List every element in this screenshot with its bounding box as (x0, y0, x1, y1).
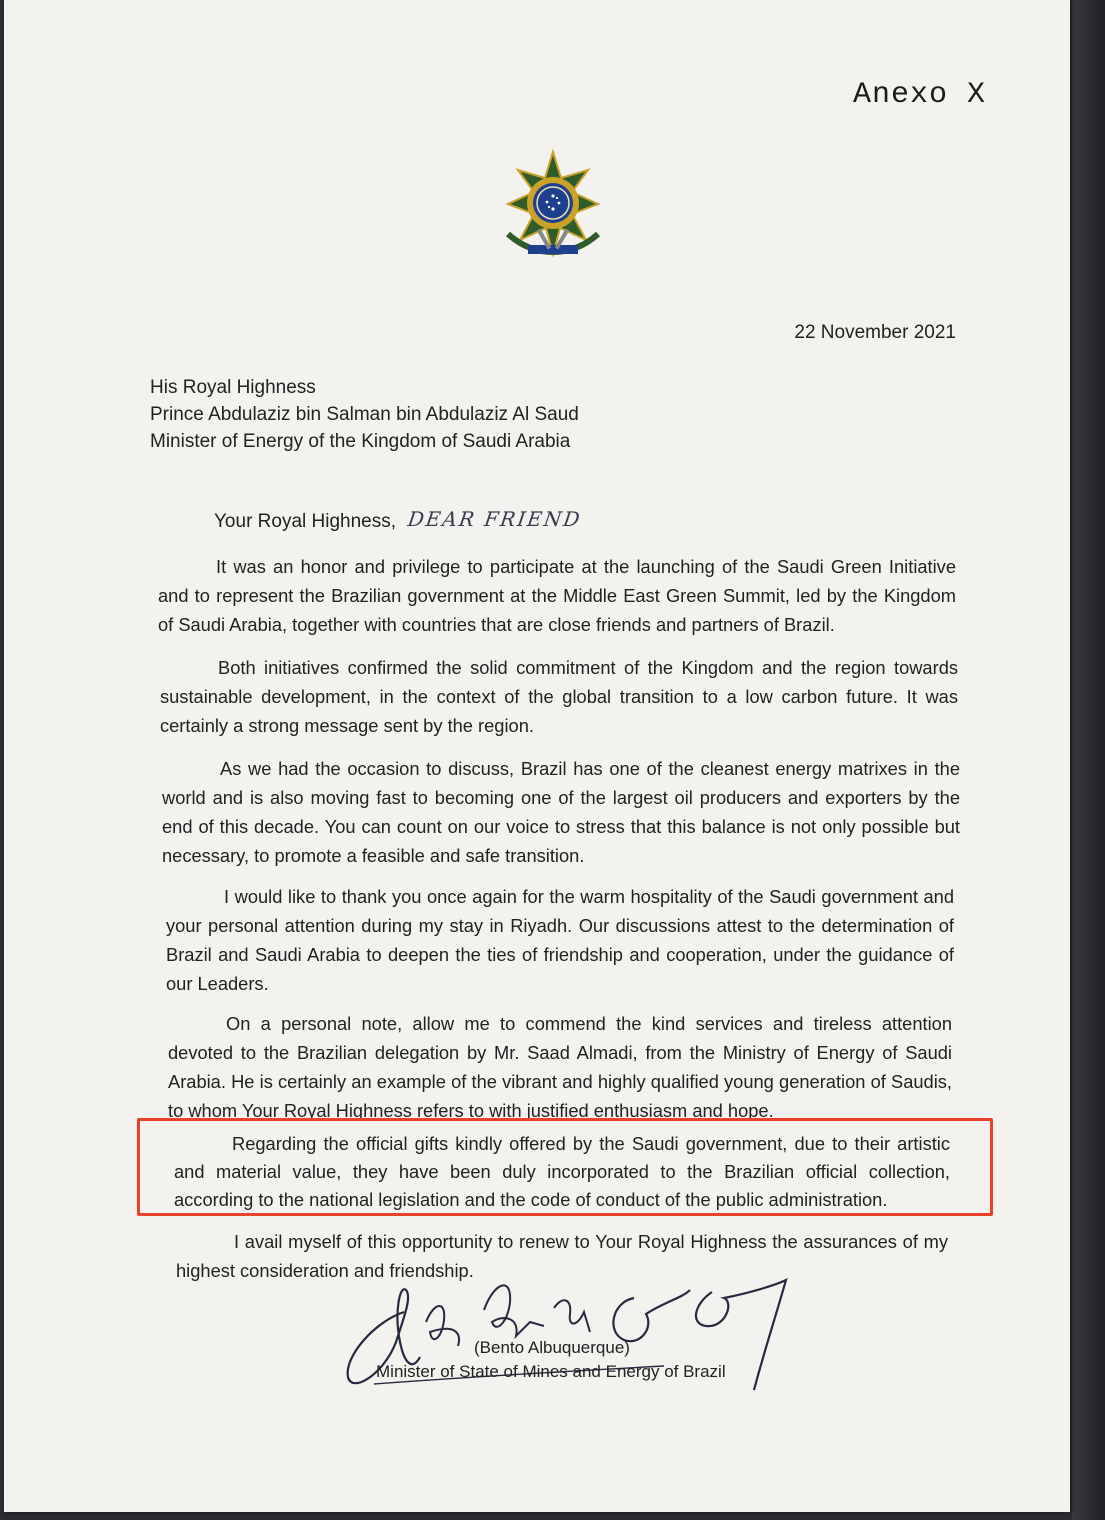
recipient-line: His Royal Highness (150, 377, 316, 398)
signer-title: Minister of State of Mines and Energy of Brazil (376, 1362, 726, 1381)
coat-of-arms-emblem (498, 148, 608, 264)
recipient-line: Prince Abdulaziz bin Salman bin Abdulaziz Al Saud (150, 404, 579, 425)
letter-date: 22 November 2021 (794, 322, 956, 343)
annex-label: Anexo X (852, 78, 986, 112)
salutation: Your Royal Highness, (214, 511, 397, 532)
letter-paragraph: On a personal note, allow me to commend the kind services and tireless attention devoted to the Brazilian delegation by Mr. Saad Almadi, from the Ministry of Energy of Saudi Arabia. He is certainly an example of the vibrant and highly qualified young generation of Saudis, to whom Your Royal Highness refers to with justified enthusiasm and hope. (168, 1013, 952, 1121)
highlight-annotation-box (137, 1118, 993, 1216)
background (1072, 0, 1105, 1520)
recipient-address (150, 374, 579, 455)
letter-paragraph: As we had the occasion to discuss, Brazil has one of the cleanest energy matrixes in the world and is also moving fast to becoming one of the largest oil producers and exporters by the end of this decade. You can count on our voice to stress that this balance is not only possible but necessary, to promote a feasible and safe transition. (162, 758, 960, 866)
letter-paragraph: Both initiatives confirmed the solid commitment of the Kingdom and the region towards sustainable development, in the context of the global transition to a low carbon future. It was certainly a strong message sent by the region. (160, 657, 958, 736)
letter-paragraph: I would like to thank you once again for the warm hospitality of the Saudi government and your personal attention during my stay in Riyadh. Our discussions attest to the determination of Brazil and Saudi Arabia to deepen the ties of friendship and cooperation, under the guidance of our Leaders. (166, 886, 954, 994)
closing-paragraph: I avail myself of this opportunity to renew to Your Royal Highness the assurances of my highest consideration and friendship. (176, 1231, 948, 1281)
letter-page (4, 0, 1070, 1512)
recipient-line: Minister of Energy of the Kingdom of Saudi Arabia (150, 431, 571, 452)
letter-paragraph: It was an honor and privilege to participate at the launching of the Saudi Green Initiative and to represent the Brazilian government at the Middle East Green Summit, led by the Kingdom of Saudi Arabia, together with countries that are close friends and partners of Brazil. (158, 556, 956, 635)
signer-name: (Bento Albuquerque) (474, 1338, 630, 1357)
handwritten-note: DEAR FRIEND (406, 507, 584, 531)
highlighted-paragraph: Regarding the official gifts kindly offered by the Saudi government, due to their artistic and material value, they have been duly incorporated to the Brazilian official collection, according to the national legislation and the code of conduct of the public administration. (174, 1133, 950, 1210)
